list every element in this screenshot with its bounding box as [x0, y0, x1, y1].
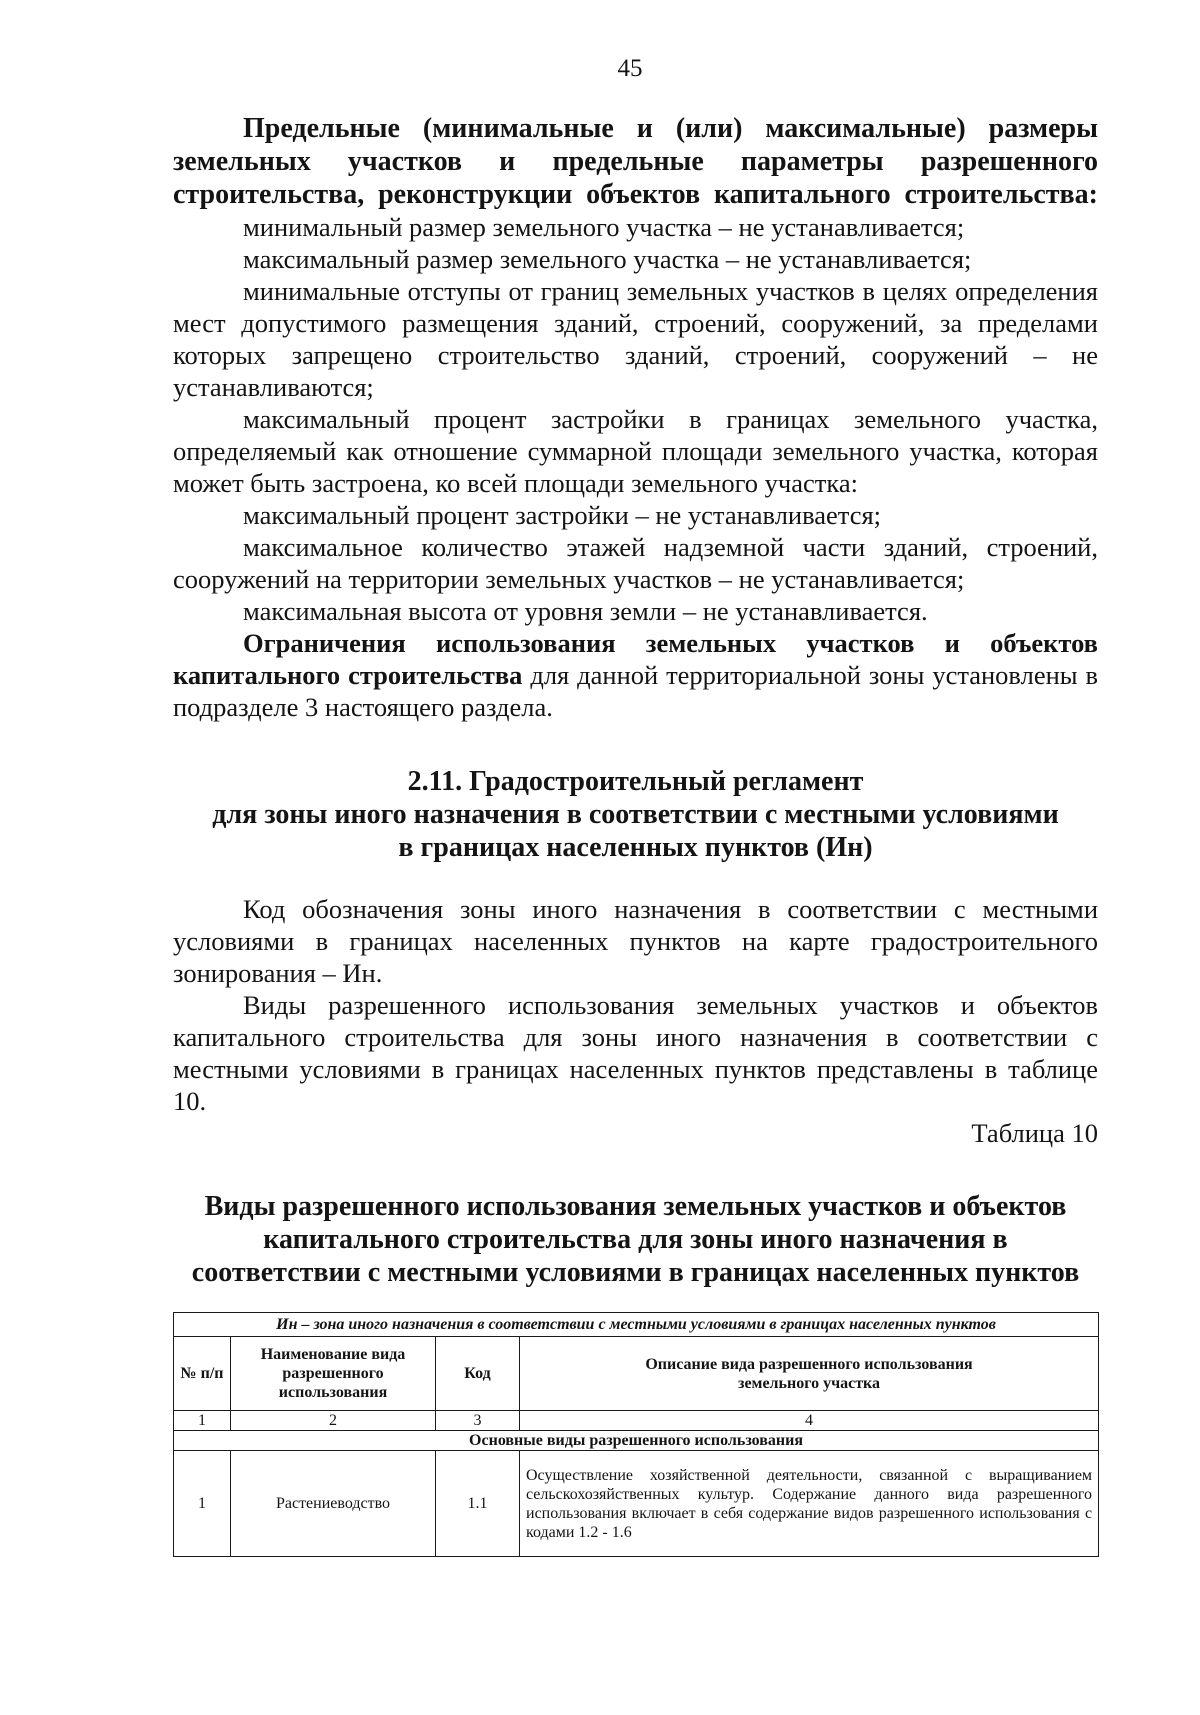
- limit-item: максимальный процент застройки – не устанавливается;: [243, 500, 882, 530]
- row-name-cell: Растениеводство: [231, 1451, 436, 1557]
- restrictions-text: для данной территориальной зоны установлены в подразделе 3 настоящего раздела.: [173, 660, 1098, 722]
- table-title-line-2: капитального строительства для зоны иного назначения в: [263, 1224, 1008, 1255]
- table-header-row: [174, 1337, 1099, 1411]
- page-number: 45: [617, 55, 643, 82]
- column-header-name: Наименование вида разрешенного использования: [231, 1337, 436, 1411]
- column-number-cell: 1: [174, 1411, 231, 1431]
- row-number-cell: 1: [174, 1451, 231, 1557]
- limit-item: максимальный процент застройки в границах земельного участка, определяемый как отношение суммарной площади земельного участка, которая может быть застроена, ко всей площади земельного участка:: [173, 404, 1098, 498]
- table-row: [174, 1451, 1099, 1557]
- zone-header-cell: Ин – зона иного назначения в соответствии с местными условиями в границах населенных пунктов: [174, 1313, 1099, 1337]
- table-title-line-1: Виды разрешенного использования земельных участков и объектов: [204, 1191, 1067, 1222]
- restrictions-paragraph: [173, 627, 1098, 723]
- column-header-number: № п/п: [174, 1337, 231, 1411]
- limit-item: максимальная высота от уровня земли – не устанавливается.: [243, 596, 928, 626]
- zone-code-paragraph: Код обозначения зоны иного назначения в соответствии с местными условиями в границах населенных пунктов на карте градостроительного зонирования – Ин.: [173, 894, 1098, 988]
- restrictions-bold-text: Ограничения использования земельных участков и объектов капитального строительства: [173, 628, 1098, 690]
- limit-item: минимальный размер земельного участка – не устанавливается;: [243, 212, 965, 242]
- limit-item: максимальное количество этажей надземной части зданий, строений, сооружений на территории земельных участков – не устанавливается;: [173, 532, 1098, 594]
- limits-heading-line-2: земельных участков и предельные параметры разрешенного: [173, 146, 1098, 177]
- limit-item: максимальный размер земельного участка – не устанавливается;: [243, 244, 972, 274]
- column-header-code: Код: [436, 1337, 520, 1411]
- column-header-description: Описание вида разрешенного использования земельного участка: [520, 1337, 1099, 1411]
- limit-item: минимальные отступы от границ земельных участков в целях определения мест допустимого размещения зданий, строений, сооружений, за пределами которых запрещено строительство зданий, строений, сооружений – не устанавливаются;: [173, 276, 1098, 402]
- table-label-block: [173, 1117, 1098, 1149]
- section-title: [173, 765, 1098, 864]
- table-zone-header-row: [174, 1313, 1099, 1337]
- section-title-line-1: 2.11. Градостроительный регламент: [407, 766, 864, 797]
- row-description-cell: Осуществление хозяйственной деятельности, связанной с выращиванием сельскохозяйственных культур. Содержание данного вида разрешенного использования включает в себя содержание видов разрешенного использования с кодами 1.2 - 1.6: [520, 1451, 1099, 1557]
- table-label: Таблица 10: [971, 1118, 1098, 1148]
- permitted-uses-paragraph: Виды разрешенного использования земельных участков и объектов капитального строительства для зоны иного назначения в соответствии с местными условиями в границах населенных пунктов представлены в таблице 10.: [173, 990, 1098, 1116]
- group-row: [174, 1431, 1099, 1451]
- limits-heading-line-1: Предельные (минимальные и (или) максимальные) размеры: [243, 113, 1098, 144]
- limits-section: [173, 112, 1098, 723]
- column-number-cell: 3: [436, 1411, 520, 1431]
- body-paragraphs: [173, 893, 1098, 1117]
- group-label-cell: Основные виды разрешенного использования: [174, 1431, 1099, 1451]
- limits-heading-line-3: строительства, реконструкции объектов капитального строительства:: [173, 179, 1098, 210]
- column-numbers-row: [174, 1411, 1099, 1431]
- table-title-line-3: соответствии с местными условиями в границах населенных пунктов: [191, 1257, 1080, 1288]
- section-title-line-3: в границах населенных пунктов (Ин): [398, 832, 873, 863]
- column-number-cell: 2: [231, 1411, 436, 1431]
- row-code-cell: 1.1: [436, 1451, 520, 1557]
- table-title: [173, 1190, 1098, 1289]
- permitted-uses-table: [173, 1312, 1099, 1557]
- section-title-line-2: для зоны иного назначения в соответствии с местными условиями: [212, 799, 1059, 830]
- column-number-cell: 4: [520, 1411, 1099, 1431]
